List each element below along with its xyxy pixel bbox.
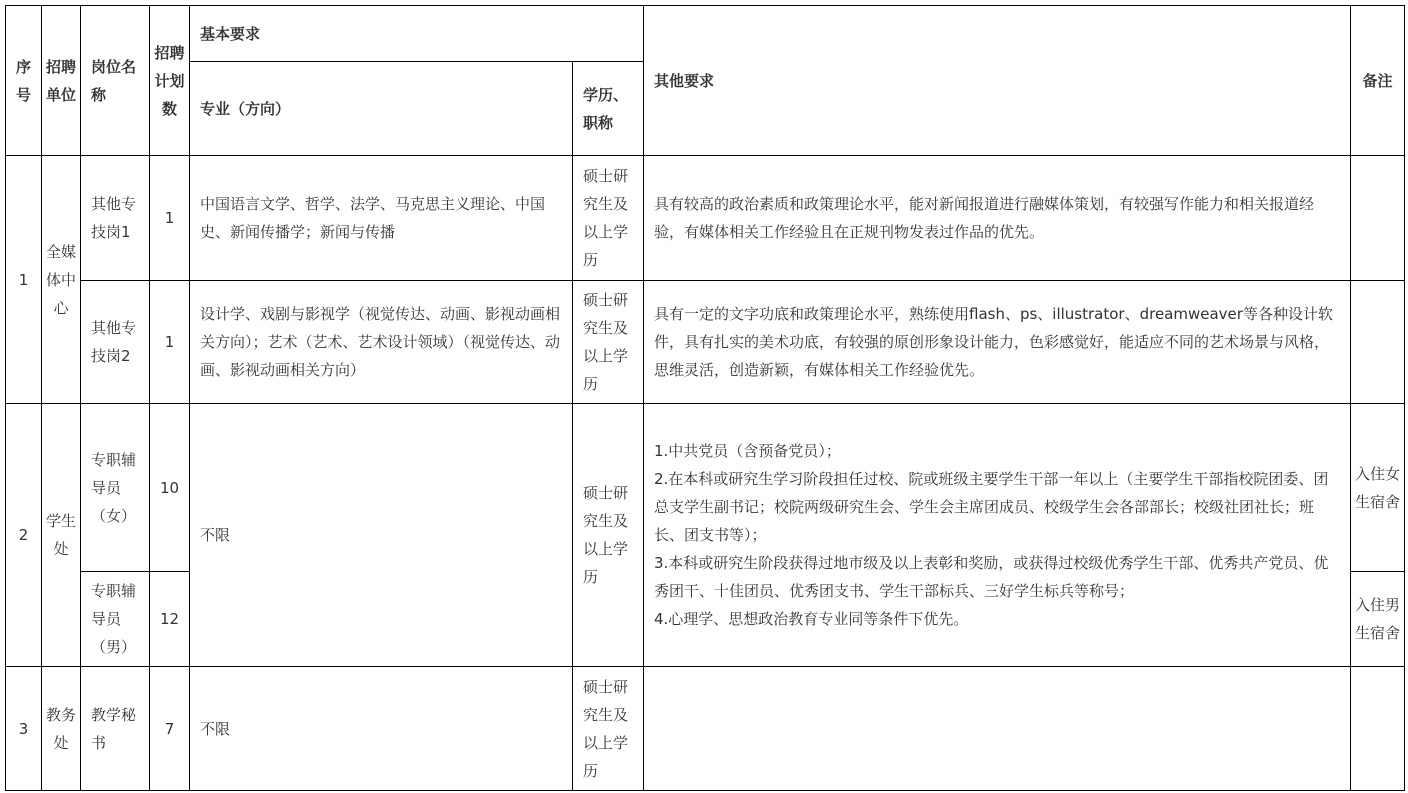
row-seq: 2 [6,404,42,667]
row-major: 不限 [190,667,573,791]
row-note [1351,667,1405,791]
row-note [1351,281,1405,404]
row-major: 设计学、戏剧与影视学（视觉传达、动画、影视动画相关方向）；艺术（艺术、艺术设计领域）（视觉传达、动画、影视动画相关方向） [190,281,573,404]
requirement-line: 4.心理学、思想政治教育专业同等条件下优先。 [654,610,969,628]
row-note: 入住女生宿舍 [1351,404,1405,572]
row-other [644,404,1351,667]
header-other: 其他要求 [644,6,1351,156]
row-plan: 1 [150,156,190,281]
row-seq: 3 [6,667,42,791]
row-plan: 7 [150,667,190,791]
row-edu: 硕士研究生及以上学历 [573,156,644,281]
requirement-line: 1.中共党员（含预备党员）； [654,442,841,460]
row-note [1351,156,1405,281]
row-edu: 硕士研究生及以上学历 [573,281,644,404]
row-other [644,667,1351,791]
header-unit: 招聘单位 [42,6,81,156]
row-other: 具有较高的政治素质和政策理论水平，能对新闻报道进行融媒体策划，有较强写作能力和相关报道经验，有媒体相关工作经验且在正规刊物发表过作品的优先。 [644,156,1351,281]
row-seq: 1 [6,156,42,404]
requirement-line: 3.本科或研究生阶段获得过地市级及以上表彰和奖励，或获得过校级优秀学生干部、优秀共产党员、优秀团干、十佳团员、优秀团支书、学生干部标兵、三好学生标兵等称号； [654,554,1329,600]
row-post: 专职辅导员（女） [81,404,150,572]
header-basic: 基本要求 [190,6,644,62]
row-unit: 学生处 [42,404,81,667]
header-post: 岗位名称 [81,6,150,156]
row-major: 中国语言文学、哲学、法学、马克思主义理论、中国史、新闻传播学；新闻与传播 [190,156,573,281]
row-plan: 12 [150,572,190,667]
header-edu: 学历、职称 [573,62,644,156]
header-plan: 招聘计划数 [150,6,190,156]
header-major: 专业（方向） [190,62,573,156]
row-post: 专职辅导员（男） [81,572,150,667]
row-plan: 1 [150,281,190,404]
row-plan: 10 [150,404,190,572]
header-seq: 序号 [6,6,42,156]
row-unit: 教务处 [42,667,81,791]
requirement-line: 2.在本科或研究生学习阶段担任过校、院或班级主要学生干部一年以上（主要学生干部指校院团委、团总支学生副书记；校院两级研究生会、学生会主席团成员、校级学生会各部部长；校级社团社长；班长、团支书等）； [654,470,1329,544]
row-note: 入住男生宿舍 [1351,572,1405,667]
row-major: 不限 [190,404,573,667]
row-edu: 硕士研究生及以上学历 [573,404,644,667]
row-post: 教学秘书 [81,667,150,791]
recruitment-table [5,5,1405,791]
row-edu: 硕士研究生及以上学历 [573,667,644,791]
row-post: 其他专技岗1 [81,156,150,281]
row-post: 其他专技岗2 [81,281,150,404]
header-note: 备注 [1351,6,1405,156]
row-other: 具有一定的文字功底和政策理论水平，熟练使用flash、ps、illustrator、dreamweaver等各种设计软件，具有扎实的美术功底，有较强的原创形象设计能力，色彩感觉好，能适应不同的艺术场景与风格，思维灵活，创造新颖，有媒体相关工作经验优先。 [644,281,1351,404]
row-unit: 全媒体中心 [42,156,81,404]
